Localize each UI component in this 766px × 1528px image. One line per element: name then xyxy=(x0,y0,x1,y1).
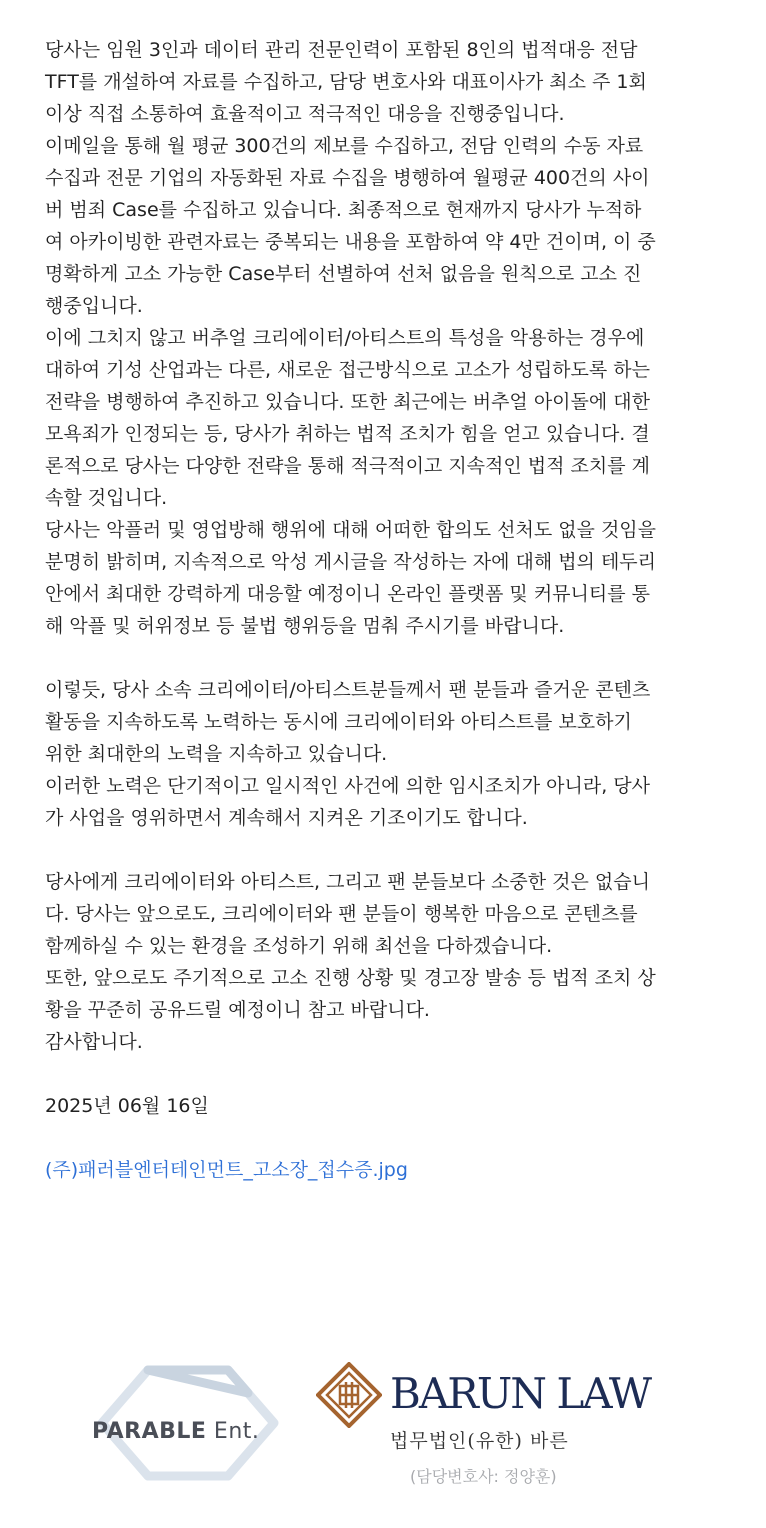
logo-footer xyxy=(0,1352,766,1492)
paragraph-line: 명확하게 고소 가능한 Case부터 선별하여 선처 없음을 원칙으로 고소 진 xyxy=(45,263,642,285)
body-paragraph xyxy=(45,34,725,130)
body-paragraph xyxy=(45,866,725,962)
body-paragraph xyxy=(45,130,725,322)
paragraph-line: 행중입니다. xyxy=(45,295,143,317)
paragraph-gap xyxy=(45,834,725,866)
spacer xyxy=(45,1058,725,1090)
paragraph-line: 버 범죄 Case를 수집하고 있습니다. 최종적으로 현재까지 당사가 누적하 xyxy=(45,199,642,221)
paragraph-line: 이러한 노력은 단기적이고 일시적인 사건에 의한 임시조치가 아니라, 당사 xyxy=(45,775,650,797)
paragraph-line: 이렇듯, 당사 소속 크리에이터/아티스트분들께서 팬 분들과 즐거운 콘텐츠 xyxy=(45,679,651,701)
barun-diamond-mark-icon xyxy=(316,1362,382,1428)
parable-wordmark-bold: PARABLE xyxy=(92,1419,207,1444)
body-paragraph xyxy=(45,514,725,642)
assigned-lawyer: (담당변호사: 정양훈) xyxy=(410,1467,557,1486)
body-paragraph xyxy=(45,674,725,770)
notice-date: 2025년 06월 16일 xyxy=(45,1095,209,1117)
body-paragraph xyxy=(45,770,725,834)
barun-law-logo xyxy=(316,1360,676,1490)
notice-body xyxy=(45,34,725,1186)
spacer xyxy=(45,1122,725,1154)
parable-ent-logo xyxy=(88,1364,288,1482)
notice-paragraphs xyxy=(45,34,725,1058)
paragraph-line: 론적으로 당사는 다양한 전략을 통해 적극적이고 지속적인 법적 조치를 계 xyxy=(45,455,650,477)
body-paragraph xyxy=(45,1026,725,1058)
parable-wordmark xyxy=(92,1419,259,1444)
body-paragraph xyxy=(45,322,725,514)
paragraph-line: 대하여 기성 산업과는 다른, 새로운 접근방식으로 고소가 성립하도록 하는 xyxy=(45,359,650,381)
paragraph-line: 이상 직접 소통하여 효율적이고 적극적인 대응을 진행중입니다. xyxy=(45,103,565,125)
paragraph-line: 또한, 앞으로도 주기적으로 고소 진행 상황 및 경고장 발송 등 법적 조치 상 xyxy=(45,967,656,989)
body-paragraph xyxy=(45,962,725,1026)
paragraph-line: 함께하실 수 있는 환경을 조성하기 위해 최선을 다하겠습니다. xyxy=(45,935,553,957)
paragraph-line: 당사는 임원 3인과 데이터 관리 전문인력이 포함된 8인의 법적대응 전담 xyxy=(45,39,638,61)
paragraph-line: 황을 꾸준히 공유드릴 예정이니 참고 바랍니다. xyxy=(45,999,430,1021)
paragraph-line: 당사는 악플러 및 영업방해 행위에 대해 어떠한 합의도 선처도 없을 것임을 xyxy=(45,519,657,541)
paragraph-line: 모욕죄가 인정되는 등, 당사가 취하는 법적 조치가 힘을 얻고 있습니다. 결 xyxy=(45,423,650,445)
paragraph-line: 수집과 전문 기업의 자동화된 자료 수집을 병행하여 월평균 400건의 사이 xyxy=(45,167,650,189)
paragraph-line: 안에서 최대한 강력하게 대응할 예정이니 온라인 플랫폼 및 커뮤니티를 통 xyxy=(45,583,650,605)
paragraph-line: 활동을 지속하도록 노력하는 동시에 크리에이터와 아티스트를 보호하기 xyxy=(45,711,632,733)
paragraph-line: 전략을 병행하여 추진하고 있습니다. 또한 최근에는 버추얼 아이돌에 대한 xyxy=(45,391,650,413)
paragraph-line: 해 악플 및 허위정보 등 불법 행위등을 멈춰 주시기를 바랍니다. xyxy=(45,615,565,637)
attachment-link[interactable]: (주)패러블엔터테인먼트_고소장_접수증.jpg xyxy=(45,1159,408,1181)
paragraph-line: 다. 당사는 앞으로도, 크리에이터와 팬 분들이 행복한 마음으로 콘텐츠를 xyxy=(45,903,638,925)
paragraph-line: 여 아카이빙한 관련자료는 중복되는 내용을 포함하여 약 4만 건이며, 이 중 xyxy=(45,231,656,253)
paragraph-gap xyxy=(45,642,725,674)
paragraph-line: TFT를 개설하여 자료를 수집하고, 담당 변호사와 대표이사가 최소 주 1회 xyxy=(45,71,647,93)
paragraph-line: 가 사업을 영위하면서 계속해서 지켜온 기조이기도 합니다. xyxy=(45,807,528,829)
paragraph-line: 감사합니다. xyxy=(45,1031,143,1053)
paragraph-line: 이에 그치지 않고 버추얼 크리에이터/아티스트의 특성을 악용하는 경우에 xyxy=(45,327,645,349)
paragraph-line: 속할 것입니다. xyxy=(45,487,168,509)
paragraph-line: 당사에게 크리에이터와 아티스트, 그리고 팬 분들보다 소중한 것은 없습니 xyxy=(45,871,650,893)
paragraph-line: 위한 최대한의 노력을 지속하고 있습니다. xyxy=(45,743,388,765)
paragraph-line: 분명히 밝히며, 지속적으로 악성 게시글을 작성하는 자에 대해 법의 테두리 xyxy=(45,551,657,573)
parable-wordmark-light: Ent. xyxy=(206,1419,260,1444)
barun-law-subtitle: 법무법인(유한) 바른 xyxy=(390,1430,569,1452)
paragraph-line: 이메일을 통해 월 평균 300건의 제보를 수집하고, 전담 인력의 수동 자료 xyxy=(45,135,644,157)
barun-law-title: BARUN LAW xyxy=(390,1369,651,1418)
